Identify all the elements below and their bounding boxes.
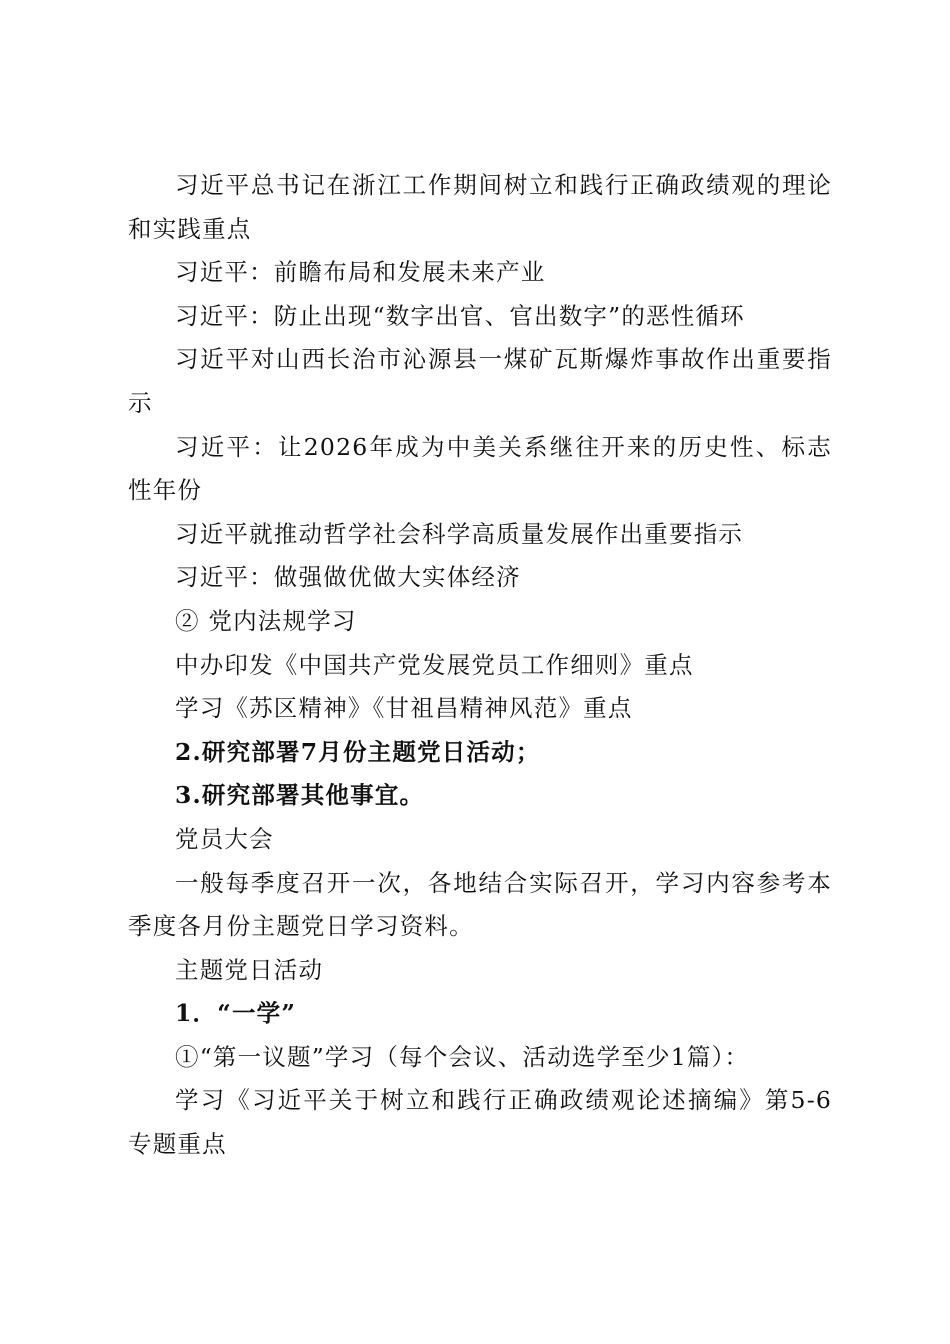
section-heading: ② 党内法规学习 <box>175 606 357 635</box>
paragraph: 学习《习近平关于树立和践行正确政绩观论述摘编》第5-6专题重点 <box>128 1086 832 1159</box>
paragraph: 一般每季度召开一次，各地结合实际召开，学习内容参考本季度各月份主题党日学习资料。 <box>128 868 832 941</box>
section-heading: 主题党日活动 <box>175 955 324 984</box>
paragraph: 学习《苏区精神》《甘祖昌精神风范》重点 <box>175 694 633 723</box>
agenda-item-bold: 2.研究部署7月份主题党日活动； <box>175 737 541 766</box>
paragraph: 习近平：防止出现“数字出官、官出数字”的恶性循环 <box>175 301 745 330</box>
paragraph: 习近平对山西长治市沁源县一煤矿瓦斯爆炸事故作出重要指示 <box>128 345 832 417</box>
agenda-item-bold: 1．“一学” <box>175 999 297 1028</box>
paragraph: 习近平总书记在浙江工作期间树立和践行正确政绩观的理论和实践重点 <box>128 171 832 243</box>
document-body <box>128 164 832 1167</box>
paragraph: 中办印发《中国共产党发展党员工作细则》重点 <box>175 650 694 679</box>
paragraph: 习近平：让2026年成为中美关系继往开来的历史性、标志性年份 <box>128 432 832 505</box>
agenda-item-bold: 3.研究部署其他事宜。 <box>175 781 425 810</box>
paragraph: 习近平：前瞻布局和发展未来产业 <box>175 258 546 287</box>
paragraph: 习近平就推动哲学社会科学高质量发展作出重要指示 <box>175 519 744 548</box>
paragraph: ①“第一议题”学习（每个会议、活动选学至少1篇）： <box>175 1042 750 1071</box>
section-heading: 党员大会 <box>175 824 274 853</box>
paragraph: 习近平：做强做优做大实体经济 <box>175 563 521 592</box>
